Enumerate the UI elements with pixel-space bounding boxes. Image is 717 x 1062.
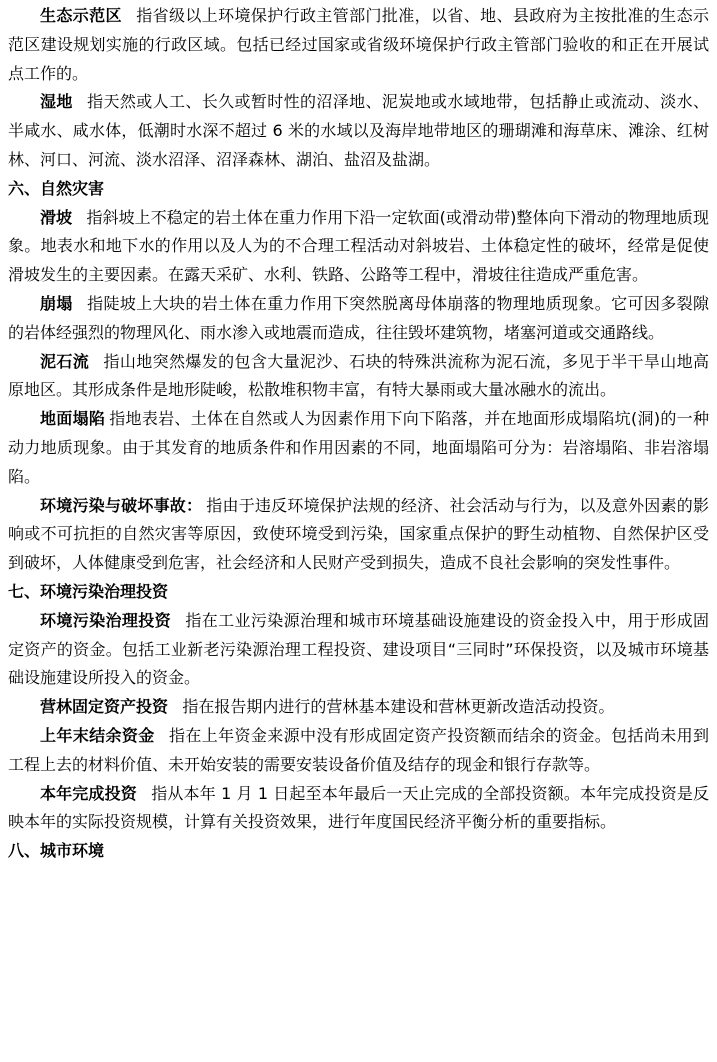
- entry-pollution-accident: [8, 492, 709, 578]
- entry-term: 生态示范区: [40, 6, 122, 25]
- entry-text: 指天然或人工、长久或暂时性的沼泽地、泥炭地或水域地带，包括静止或流动、淡水、半咸水、咸水体，低潮时水深不超过 6 米的水域以及海岸地带地区的珊瑚滩和海草床、滩涂、红树林、河口、河流、淡水沼泽、沼泽森林、湖泊、盐沼及盐湖。: [8, 92, 709, 169]
- entry-term: 营林固定资产投资: [40, 697, 169, 717]
- entry-ground-subsidence: [8, 405, 709, 491]
- entry-annual-completed-investment: [8, 780, 709, 838]
- entry-term: 本年完成投资: [40, 783, 137, 803]
- entry-term: 上年末结余资金: [40, 725, 155, 745]
- entry-term: 泥石流: [40, 351, 90, 371]
- section-heading-natural-disasters: 六、自然灾害: [8, 178, 105, 198]
- entry-text: 指从本年 1 月 1 日起至本年最后一天止完成的全部投资额。本年完成投资是反映本年的实际投资规模，计算有关投资效果，进行年度国民经济平衡分析的重要指标。: [8, 783, 709, 832]
- section-heading-pollution-investment: 七、环境污染治理投资: [8, 581, 169, 601]
- entry-year-end-balance: [8, 722, 709, 780]
- entry-text: 指在报告期内进行的营林基本建设和营林更新改造活动投资。: [182, 697, 615, 717]
- section-heading-urban-environment: 八、城市环境: [8, 841, 105, 861]
- entry-text: 指由于违反环境保护法规的经济、社会活动与行为，以及意外因素的影响或不可抗拒的自然灾害等原因，致使环境受到污染，国家重点保护的野生动植物、自然保护区受到破坏，人体健康受到危害，社会经济和人民财产受到损失，造成不良社会影响的突发性事件。: [8, 495, 709, 573]
- entry-term: 崩塌: [40, 293, 73, 313]
- entry-term: 湿地: [40, 92, 73, 112]
- entry-text: 指地表岩、土体在自然或人为因素作用下向下陷落，并在地面形成塌陷坑(洞)的一种动力地质现象。由于其发育的地质条件和作用因素的不同，地面塌陷可分为：岩溶塌陷、非岩溶塌陷。: [8, 409, 709, 486]
- entry-text: 指陡坡上大块的岩土体在重力作用下突然脱离母体崩落的物理地质现象。它可因多裂隙的岩体经强烈的物理风化、雨水渗入或地震而造成，往往毁坏建筑物，堵塞河道或交通路线。: [8, 293, 709, 342]
- entry-text: 指省级以上环境保护行政主管部门批准，以省、地、县政府为主按批准的生态示范区建设规划实施的行政区域。包括已经过国家或省级环境保护行政主管部门验收的和正在开展试点工作的。: [8, 6, 709, 83]
- entry-pollution-treatment-investment: [8, 607, 709, 693]
- entry-term: 地面塌陷: [40, 409, 106, 429]
- entry-text: 指山地突然爆发的包含大量泥沙、石块的特殊洪流称为泥石流，多见于半干旱山地高原地区。其形成条件是地形陡峻，松散堆积物丰富，有特大暴雨或大量冰融水的流出。: [8, 351, 709, 400]
- entry-eco-demo-zone: [8, 2, 709, 88]
- entry-term: 滑坡: [40, 207, 73, 227]
- entry-term: 环境污染与破坏事故：: [40, 495, 203, 515]
- entry-term: 环境污染治理投资: [40, 610, 171, 630]
- entry-debris-flow: [8, 348, 709, 406]
- entry-text: 指在上年资金来源中没有形成固定资产投资额而结余的资金。包括尚未用到工程上去的材料价值、未开始安装的需要安装设备价值及结存的现金和银行存款等。: [8, 725, 709, 774]
- entry-forestry-fixed-asset-investment: [8, 693, 709, 722]
- entry-text: 指在工业污染源治理和城市环境基础设施建设的资金投入中，用于形成固定资产的资金。包括工业新老污染源治理工程投资、建设项目“三同时”环保投资，以及城市环境基础设施建设所投入的资金。: [8, 610, 709, 688]
- entry-text: 指斜坡上不稳定的岩土体在重力作用下沿一定软面(或滑动带)整体向下滑动的物理地质现象。地表水和地下水的作用以及人为的不合理工程活动对斜坡岩、土体稳定性的破坏，经常是促使滑坡发生的主要因素。在露天采矿、水利、铁路、公路等工程中，滑坡往往造成严重危害。: [8, 207, 709, 285]
- entry-wetland: [8, 88, 709, 174]
- entry-landslide: [8, 204, 709, 290]
- entry-collapse: [8, 290, 709, 348]
